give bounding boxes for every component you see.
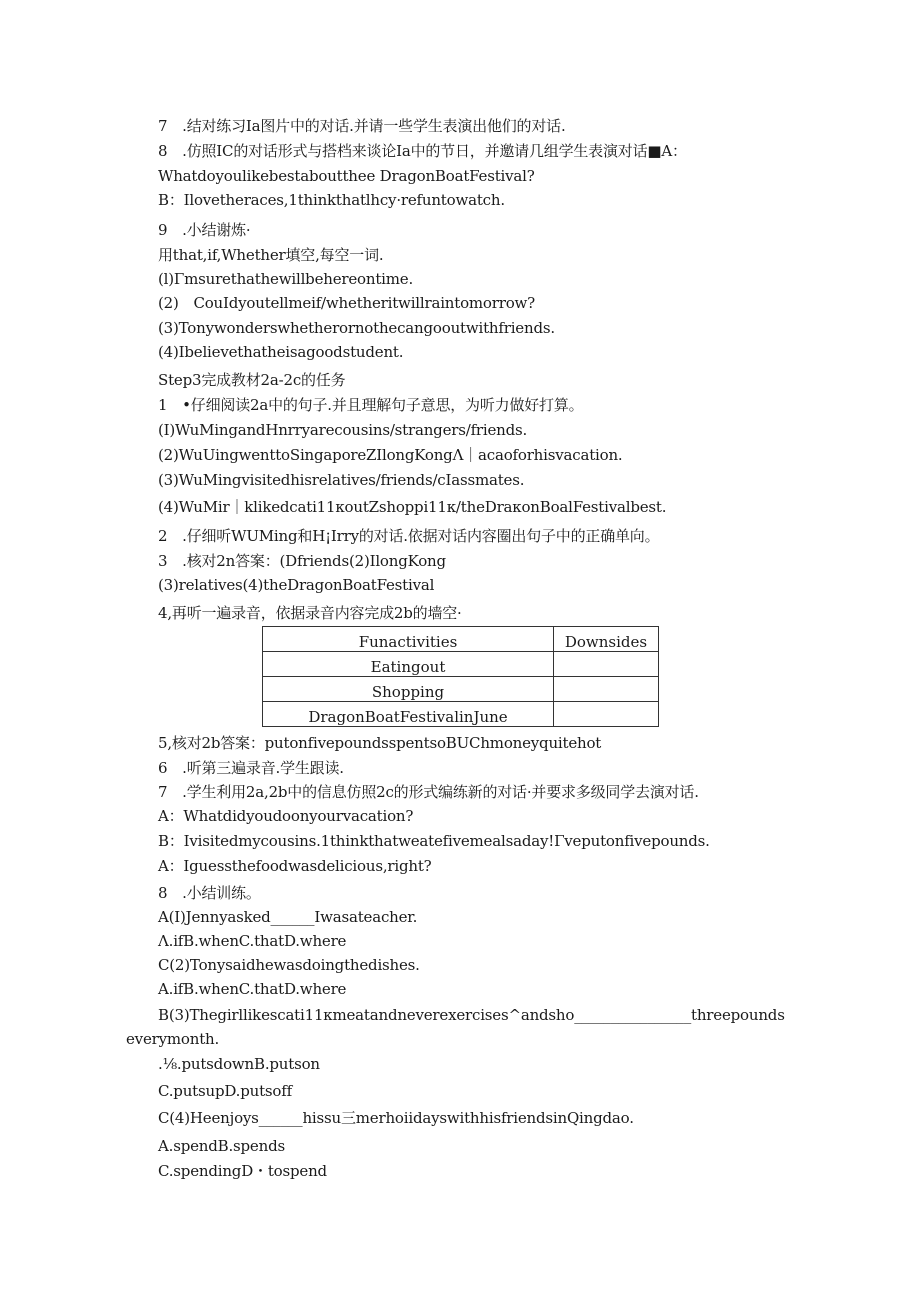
table-cell: Eatingout — [263, 652, 554, 677]
text-line: everymonth. — [126, 1030, 220, 1048]
text-line: A.ifB.whenC.thatD.where — [158, 980, 347, 998]
text-line: A：Whatdidyoudoonyourvacation? — [158, 807, 414, 825]
text-line: (3)Tonywonderswhetherornothecangooutwithfriends. — [158, 319, 555, 337]
text-line: C.spendingD・tospend — [158, 1162, 327, 1180]
table-header: Funactivities — [263, 627, 554, 652]
text-line: Step3完成教材2a-2c的任务 — [158, 371, 346, 389]
text-line: 5,核对2b答案：putonfivepoundsspentsoBUChmoneyquitehot — [158, 734, 602, 752]
text-line: C(4)Heenjoys______hissu三merhoiidayswithhisfriendsinQingdao. — [158, 1109, 634, 1127]
table-cell-blank — [554, 652, 659, 677]
text-line: 4,再听一遍录音，依据录音内容完成2b的墙空· — [158, 604, 462, 622]
text-line: (I)WuMingandHnrryarecousins/strangers/friends. — [158, 421, 528, 439]
text-line: 7 .学生利用2a,2b中的信息仿照2c的形式编练新的对话·并要求多级同学去演对话. — [158, 783, 699, 801]
text-line: 6 .听第三遍录音.学生跟读. — [158, 759, 344, 777]
text-line: C.putsupD.putsoff — [158, 1082, 292, 1100]
text-line: .⅛.putsdownB.putson — [158, 1055, 320, 1073]
text-line: (4)WuMir｜klikedcati11κoutZshoppi11κ/theDraκonBoalFestivalbest. — [158, 498, 667, 516]
text-line: B(3)Thegirllikescati11κmeatandneverexercises^andsho________________threepounds — [158, 1006, 785, 1024]
table-cell: DragonBoatFestivalinJune — [263, 702, 554, 727]
text-line: 8 .小结训练。 — [158, 884, 261, 902]
text-line: (3)WuMingvisitedhisrelatives/friends/cIassmates. — [158, 471, 525, 489]
text-line: (4)Ibelievethatheisagoodstudent. — [158, 343, 404, 361]
text-line: A(I)Jennyasked______Iwasateacher. — [158, 908, 418, 926]
text-line: 8 .仿照IC的对话形式与搭档来谈论Ia中的节日，并邀请几组学生表演对话■A： — [158, 142, 687, 160]
text-line: B：Ivisitedmycousins.1thinkthatweatefivemealsaday!Γveputonfivepounds. — [158, 832, 710, 850]
text-line: Λ.ifB.whenC.thatD.where — [158, 932, 347, 950]
table-cell: Shopping — [263, 677, 554, 702]
text-line: 7 .结对练习Ia图片中的对话.并请一些学生表演出他们的对话. — [158, 117, 566, 135]
text-line: (3)relatives(4)theDragonBoatFestival — [158, 576, 435, 594]
text-line: (2) CouIdyoutellmeif/whetheritwillraintomorrow? — [158, 294, 536, 312]
text-line: 1 •仔细阅读2a中的句子.并且理解句子意思，为听力做好打算。 — [158, 396, 584, 414]
text-line: B：Ilovetheraces,1thinkthatlhcy·refuntowatch. — [158, 191, 505, 209]
activities-table — [262, 626, 659, 727]
text-line: 2 .仔细听WUMing和H¡Irry的对话.依据对话内容圈出句子中的正确单向。 — [158, 527, 660, 545]
text-line: Whatdoyoulikebestabouttheе DragonBoatFestival? — [158, 167, 535, 185]
text-line: 用that,if,Whether填空,每空一词. — [158, 246, 384, 264]
table-cell-blank — [554, 702, 659, 727]
text-line: A.spendB.spends — [158, 1137, 285, 1155]
text-line: (l)Γmsurethathewillbehereontime. — [158, 270, 414, 288]
table-header: Downsides — [554, 627, 659, 652]
text-line: 9 .小结谢炼· — [158, 221, 251, 239]
text-line: 3 .核对2n答案：(Dfriends(2)IlongKong — [158, 552, 446, 570]
text-line: (2)WuUingwenttoSingaporeZIlongKongΛ｜acaoforhisvacation. — [158, 446, 623, 464]
text-line: C(2)Tonysaidhewasdoingthedishes. — [158, 956, 420, 974]
table-cell-blank — [554, 677, 659, 702]
text-line: A：Iguessthefoodwasdelicious,right? — [158, 857, 432, 875]
